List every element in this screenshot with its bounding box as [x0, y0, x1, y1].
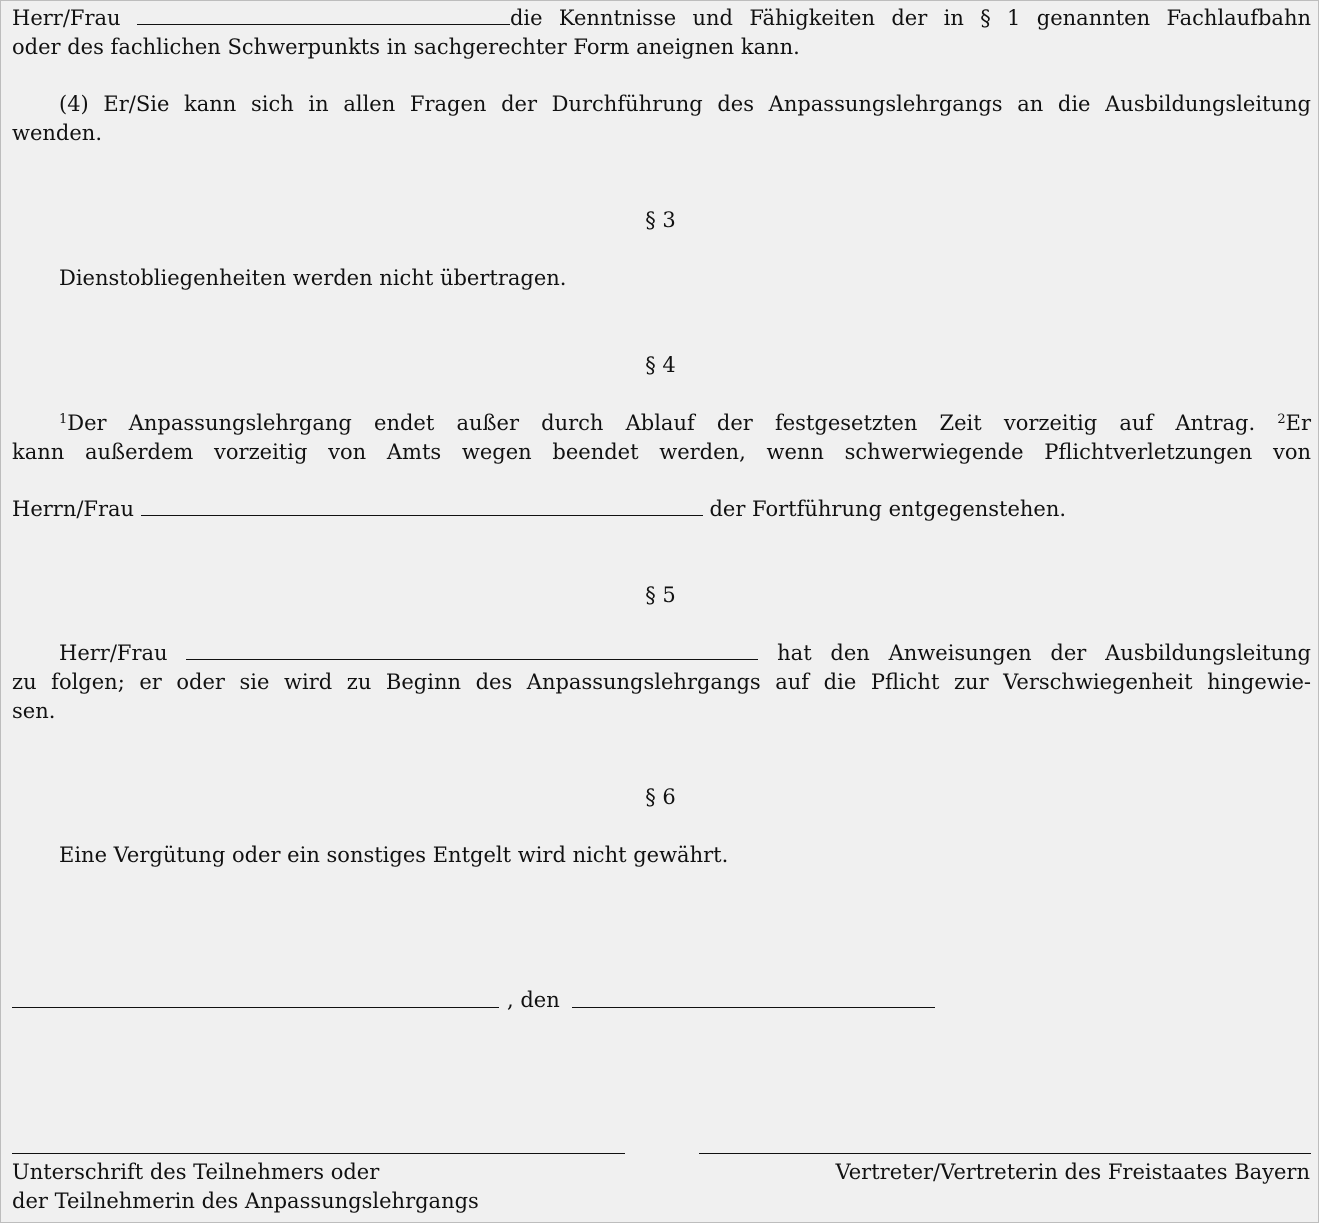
section-4-sentence-1: Der Anpassungslehrgang endet außer durch Ablauf der festgesetzten Zeit vorzeitig auf Antrag.	[67, 411, 1256, 435]
signature-label-participant-line1: Unterschrift des Teilnehmers oder	[12, 1160, 380, 1184]
section-6-heading: § 6	[645, 785, 676, 809]
place-blank[interactable]	[12, 1007, 499, 1008]
name-blank-2[interactable]	[141, 495, 703, 516]
section-4-sentence-2-start: Er	[1285, 411, 1311, 435]
section-5-line2: zu folgen; er oder sie wird zu Beginn des Anpassungslehrgangs auf die Pflicht zur Verschwiegenheit hingewie-	[12, 670, 1311, 694]
signature-line-participant[interactable]	[12, 1153, 625, 1154]
name-blank-3[interactable]	[186, 639, 758, 660]
section-3-text: Dienstobliegenheiten werden nicht übertragen.	[59, 266, 567, 290]
section-5-line1-prefix: Herr/Frau	[59, 641, 168, 665]
section-4-line3-prefix: Herrn/Frau	[12, 497, 135, 521]
footnote-marker-2: 2	[1277, 412, 1286, 427]
section-5-line1-suffix: hat den Anweisungen der Ausbildungsleitung	[777, 641, 1311, 665]
section-5-line1	[12, 639, 1311, 668]
p2-4-line2: wenden.	[12, 121, 102, 145]
signature-label-participant-line2: der Teilnehmerin des Anpassungslehrgangs	[12, 1189, 479, 1213]
p2-4-text: (4) Er/Sie kann sich in allen Fragen der Durchführung des Anpassungslehrgangs an die Ausbildungsleitung	[59, 92, 1311, 116]
section-4-line3	[12, 495, 1066, 524]
signature-label-representative: Vertreter/Vertreterin des Freistaates Bayern	[835, 1160, 1310, 1184]
p2-cont-suffix: die Kenntnisse und Fähigkeiten der in § 1 genannten Fachlaufbahn	[509, 6, 1311, 30]
section-4-heading: § 4	[645, 353, 676, 377]
p2-cont-line2: oder des fachlichen Schwerpunkts in sachgerechter Form aneignen kann.	[12, 35, 800, 59]
p2-cont-line1	[12, 4, 1311, 33]
section-4-line2: kann außerdem vorzeitig von Amts wegen beendet werden, wenn schwerwiegende Pflichtverletzungen von	[12, 440, 1311, 464]
date-blank[interactable]	[572, 1007, 935, 1008]
name-blank-1[interactable]	[137, 4, 510, 25]
den-label: , den	[507, 988, 560, 1012]
p2-4-line1	[12, 90, 1311, 119]
section-4-line1	[12, 409, 1311, 438]
p2-cont-prefix: Herr/Frau	[12, 6, 121, 30]
signature-line-representative[interactable]	[699, 1153, 1311, 1154]
section-4-line3-suffix: der Fortführung entgegenstehen.	[709, 497, 1067, 521]
section-5-line3: sen.	[12, 699, 56, 723]
section-5-heading: § 5	[645, 583, 676, 607]
footnote-marker-1: 1	[59, 412, 68, 427]
section-3-heading: § 3	[645, 208, 676, 232]
section-6-text: Eine Vergütung oder ein sonstiges Entgelt wird nicht gewährt.	[59, 843, 729, 867]
